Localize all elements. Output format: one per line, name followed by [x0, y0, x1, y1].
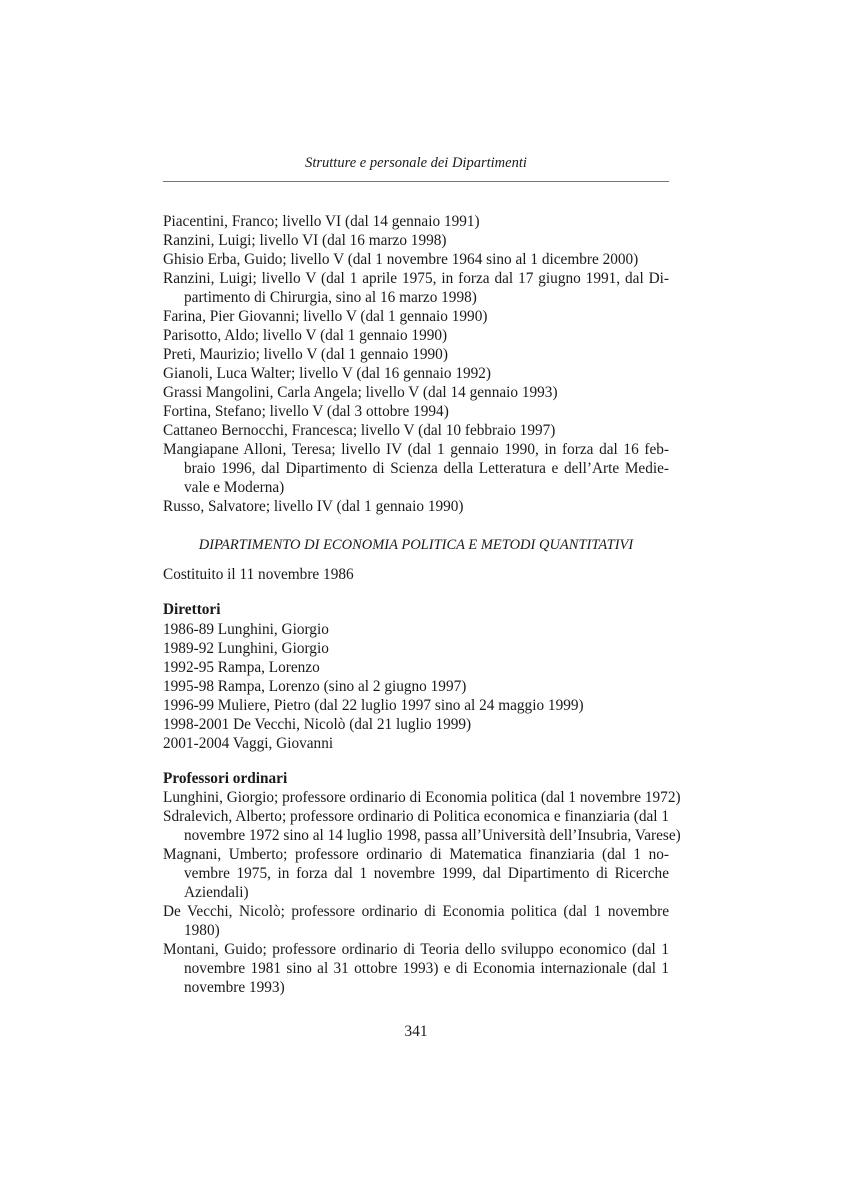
director-entry: 1989-92 Lunghini, Giorgio [163, 640, 329, 657]
staff-list [163, 212, 669, 516]
entry-line: Magnani, Umberto; professore ordinario di Matematica finanziaria (dal 1 no- [163, 846, 669, 863]
director-entry: 1998-2001 De Vecchi, Nicolò (dal 21 luglio 1999) [163, 716, 472, 733]
entry-line: novembre 1993) [184, 979, 285, 996]
entry-line: Ranzini, Luigi; livello V (dal 1 aprile 1975, in forza dal 17 giugno 1991, dal Di- [163, 270, 669, 287]
entry-line: Grassi Mangolini, Carla Angela; livello V (dal 14 gennaio 1993) [163, 384, 558, 401]
director-entry: 1986-89 Lunghini, Giorgio [163, 621, 329, 638]
list-entry [163, 307, 669, 326]
directors-heading: Direttori [163, 601, 221, 618]
entry-line: Russo, Salvatore; livello IV (dal 1 gennaio 1990) [163, 498, 464, 515]
page-number: 341 [404, 1023, 428, 1040]
list-entry [163, 902, 669, 940]
entry-line: Parisotto, Aldo; livello V (dal 1 gennaio 1990) [163, 327, 448, 344]
list-entry [163, 269, 669, 307]
professors-list [163, 788, 681, 997]
list-entry [163, 326, 669, 345]
entry-line: vembre 1975, in forza dal 1 novembre 1999, dal Dipartimento di Ricerche [184, 865, 669, 882]
director-entry: 1995-98 Rampa, Lorenzo (sino al 2 giugno 1997) [163, 678, 467, 695]
list-entry [163, 250, 669, 269]
list-entry [163, 940, 669, 997]
entry-line: Sdralevich, Alberto; professore ordinario di Politica economica e finanziaria (dal 1 [163, 808, 669, 825]
department-title: DIPARTIMENTO DI ECONOMIA POLITICA E METODI QUANTITATIVI [198, 537, 634, 553]
entry-line: vale e Moderna) [184, 479, 285, 496]
entry-line: 1980) [184, 922, 220, 939]
director-entry: 2001-2004 Vaggi, Giovanni [163, 735, 334, 752]
entry-line: novembre 1972 sino al 14 luglio 1998, passa all’Università dell’Insubria, Varese) [184, 827, 681, 844]
list-entry [163, 788, 681, 807]
list-entry [163, 845, 669, 902]
entry-line: Ghisio Erba, Guido; livello V (dal 1 novembre 1964 sino al 1 dicembre 2000) [163, 251, 639, 268]
list-entry [163, 231, 669, 250]
founded-date: Costituito il 11 novembre 1986 [163, 566, 354, 583]
list-entry [163, 440, 669, 497]
entry-line: partimento di Chirurgia, sino al 16 marzo 1998) [184, 289, 477, 306]
entry-line: Gianoli, Luca Walter; livello V (dal 16 gennaio 1992) [163, 365, 492, 382]
list-entry [163, 364, 669, 383]
running-header: Strutture e personale dei Dipartimenti [305, 155, 527, 171]
entry-line: Montani, Guido; professore ordinario di Teoria dello sviluppo economico (dal 1 [163, 941, 669, 958]
entry-line: Lunghini, Giorgio; professore ordinario di Economia politica (dal 1 novembre 1972) [163, 789, 681, 806]
entry-line: Piacentini, Franco; livello VI (dal 14 gennaio 1991) [163, 213, 480, 230]
entry-line: novembre 1981 sino al 31 ottobre 1993) e di Economia internazionale (dal 1 [184, 960, 669, 977]
professors-heading: Professori ordinari [163, 770, 288, 787]
list-entry [163, 383, 669, 402]
entry-line: Aziendali) [184, 884, 249, 901]
directors-list [163, 620, 669, 753]
entry-line: Farina, Pier Giovanni; livello V (dal 1 gennaio 1990) [163, 308, 488, 325]
list-entry [163, 421, 669, 440]
entry-line: Ranzini, Luigi; livello VI (dal 16 marzo 1998) [163, 232, 447, 249]
entry-line: Mangiapane Alloni, Teresa; livello IV (dal 1 gennaio 1990, in forza dal 16 feb- [163, 441, 669, 458]
list-entry [163, 497, 669, 516]
entry-line: Preti, Maurizio; livello V (dal 1 gennaio 1990) [163, 346, 448, 363]
entry-line: Fortina, Stefano; livello V (dal 3 ottobre 1994) [163, 403, 449, 420]
entry-line: braio 1996, dal Dipartimento di Scienza della Letteratura e dell’Arte Medie- [184, 460, 669, 477]
list-entry [163, 345, 669, 364]
entry-line: De Vecchi, Nicolò; professore ordinario di Economia politica (dal 1 novembre [163, 903, 669, 920]
entry-line: Cattaneo Bernocchi, Francesca; livello V (dal 10 febbraio 1997) [163, 422, 556, 439]
director-entry: 1996-99 Muliere, Pietro (dal 22 luglio 1997 sino al 24 maggio 1999) [163, 697, 584, 714]
header-rule [163, 181, 669, 182]
list-entry [163, 807, 681, 845]
director-entry: 1992-95 Rampa, Lorenzo [163, 659, 320, 676]
list-entry [163, 212, 669, 231]
list-entry [163, 402, 669, 421]
